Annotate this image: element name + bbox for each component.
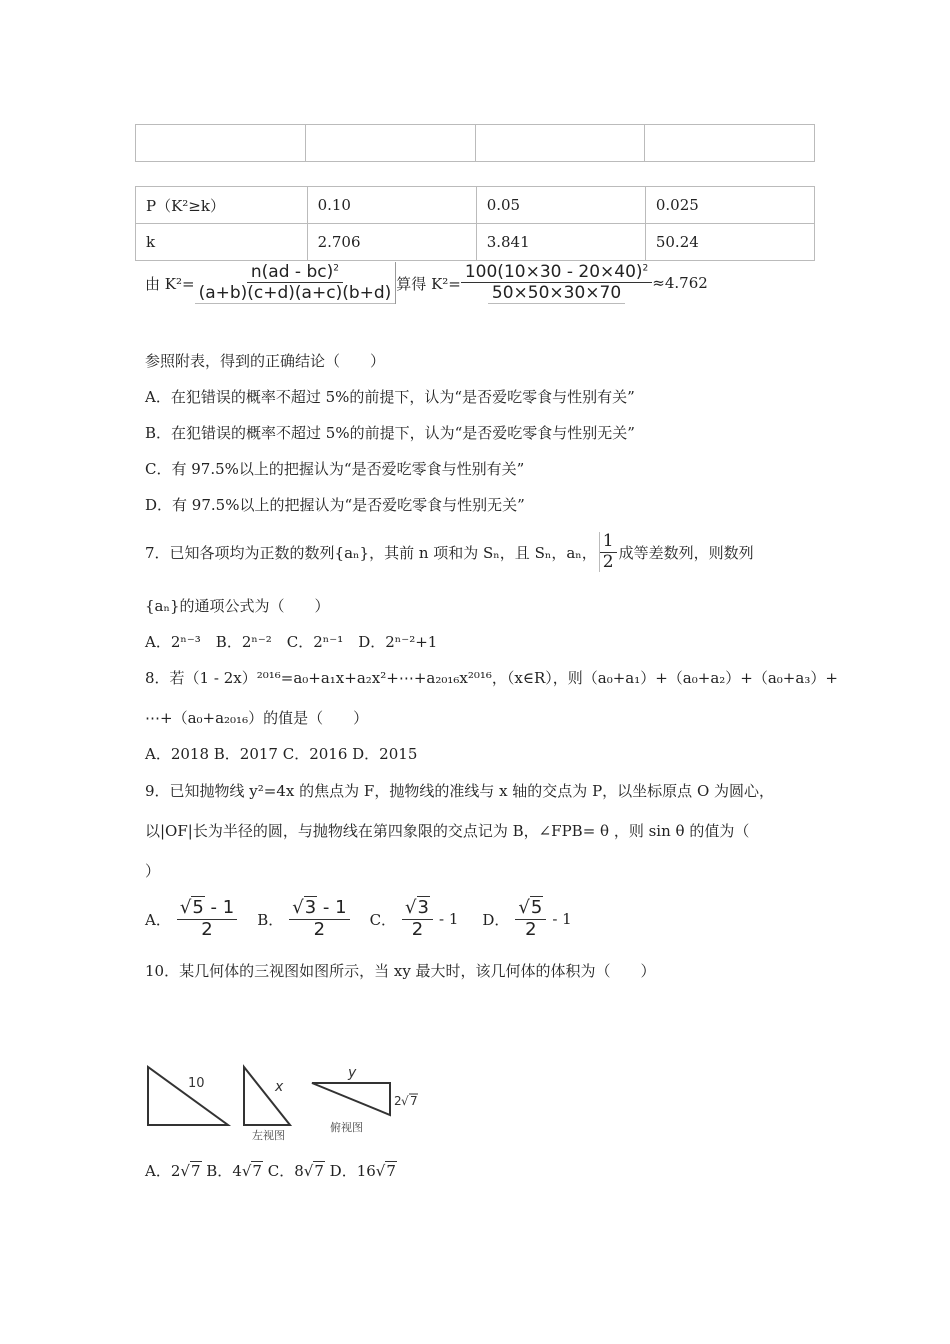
option-label: A． <box>145 910 171 929</box>
table-cell <box>305 125 475 162</box>
option-tail: - 1 <box>438 910 459 929</box>
option-tail: - 1 <box>552 910 572 929</box>
q7-stem <box>145 532 754 572</box>
top-view-label: y <box>348 1065 357 1081</box>
k2-fraction: $\frac{n(ad - bc)^2}{(a+b)(c+d)(a+c)(b+d)}$ <box>195 262 397 304</box>
table-cell: 0.10 <box>307 187 476 224</box>
front-view-label: 10 <box>188 1076 205 1091</box>
q9-option-d-fraction: $\frac{√5}{2}$ <box>515 898 546 940</box>
q7-stem-text-2: 成等差数列，则数列 <box>618 543 754 562</box>
top-view-caption: 俯视图 <box>330 1121 363 1134</box>
three-view-figure <box>140 1055 425 1145</box>
option-label: C． <box>267 1162 295 1180</box>
q8-line1: 8．若（1 - 2x）²⁰¹⁶=a₀+a₁x+a₂x²+⋯+a₂₀₁₆x²⁰¹⁶，（x∈R），则（a₀+a₁）+（a₀+a₂）+（a₀+a₃）+ <box>145 669 838 687</box>
height-coef: 2 <box>394 1094 402 1108</box>
table-cell <box>645 125 815 162</box>
formula-mid: 算得 K²= <box>396 274 461 293</box>
table-cell <box>475 125 645 162</box>
side-view-triangle <box>244 1067 290 1125</box>
table-cell: 3.841 <box>476 224 645 261</box>
calc-denominator: 50×50×30×70 <box>488 283 625 304</box>
table-row <box>136 187 815 224</box>
height-radicand: 7 <box>410 1094 418 1108</box>
top-view-triangle <box>312 1083 390 1115</box>
k2-numerator: n(ad - bc) <box>250 262 334 282</box>
table-cell: 0.025 <box>645 187 814 224</box>
q9-option-b-fraction: $\frac{√3 - 1}{2}$ <box>289 898 349 940</box>
option-label: B． <box>257 910 284 929</box>
table-cell: 50.24 <box>645 224 814 261</box>
q6-option-b: B．在犯错误的概率不超过 5%的前提下，认为“是否爱吃零食与性别无关” <box>145 424 635 442</box>
k2-denominator: (a+b)(c+d)(a+c)(b+d) <box>195 283 396 304</box>
option-label: D． <box>329 1162 357 1180</box>
height-radical-sign: √ <box>401 1094 409 1108</box>
q10-stem: 10．某几何体的三视图如图所示，当 xy 最大时，该几何体的体积为（ ） <box>145 962 656 980</box>
q6-option-c: C．有 97.5%以上的把握认为“是否爱吃零食与性别有关” <box>145 460 525 478</box>
q9-option-a-fraction: $\frac{√5 - 1}{2}$ <box>177 898 237 940</box>
option-label: B． <box>206 1162 233 1180</box>
critical-value-table <box>135 186 815 261</box>
k2-formula <box>145 262 708 304</box>
q7-stem-text: 7．已知各项均为正数的数列{aₙ}，其前 n 项和为 Sₙ，且 Sₙ，aₙ， <box>145 543 597 562</box>
calc-fraction: $\frac{100(10\times 30 - 20\times 40)^2}{50\times 50\times 30\times 70}$ <box>461 262 652 304</box>
calc-numerator: 100(10×30 - 20×40) <box>464 262 643 282</box>
side-view-label: x <box>275 1079 284 1095</box>
q9-options <box>145 898 572 940</box>
q6-option-d: D．有 97.5%以上的把握认为“是否爱吃零食与性别无关” <box>145 496 525 514</box>
formula-result: ≈4.762 <box>652 274 708 292</box>
q8-options: A．2018 B．2017 C．2016 D．2015 <box>145 745 418 763</box>
table-cell: P（K²≥k） <box>136 187 308 224</box>
q9-line3: ） <box>145 862 161 880</box>
q9-option-c-fraction: $\frac{√3}{2}$ <box>402 898 433 940</box>
table-cell: k <box>136 224 308 261</box>
table-cell <box>136 125 306 162</box>
q8-line2: ⋯+（a₀+a₂₀₁₆）的值是（ ） <box>145 709 369 727</box>
q7-options: A．2ⁿ⁻³ B．2ⁿ⁻² C．2ⁿ⁻¹ D．2ⁿ⁻²+1 <box>145 633 438 651</box>
table-row <box>136 224 815 261</box>
option-label: D． <box>482 910 510 929</box>
table-cell: 0.05 <box>476 187 645 224</box>
q7-stem-line2: {aₙ}的通项公式为（ ） <box>145 597 330 615</box>
q10-options: A．2√7 B．4√7 C．8√7 D．16√7 <box>145 1162 396 1180</box>
side-view-caption: 左视图 <box>252 1129 285 1142</box>
option-label: A． <box>145 1162 171 1180</box>
q9-line2: 以|OF|长为半径的圆，与抛物线在第四象限的交点记为 B，∠FPB= θ ，则 sin θ 的值为（ <box>145 822 750 840</box>
q6-option-a: A．在犯错误的概率不超过 5%的前提下，认为“是否爱吃零食与性别有关” <box>145 388 635 406</box>
formula-prefix: 由 K²= <box>145 274 195 293</box>
q6-stem: 参照附表，得到的正确结论（ ） <box>145 352 386 370</box>
table-cell: 2.706 <box>307 224 476 261</box>
option-label: C． <box>369 910 397 929</box>
q9-line1: 9．已知抛物线 y²=4x 的焦点为 F，抛物线的准线与 x 轴的交点为 P，以坐标原点 O 为圆心， <box>145 782 775 800</box>
half-fraction: $\frac{1}{2}$ <box>599 532 617 572</box>
empty-table <box>135 124 815 162</box>
